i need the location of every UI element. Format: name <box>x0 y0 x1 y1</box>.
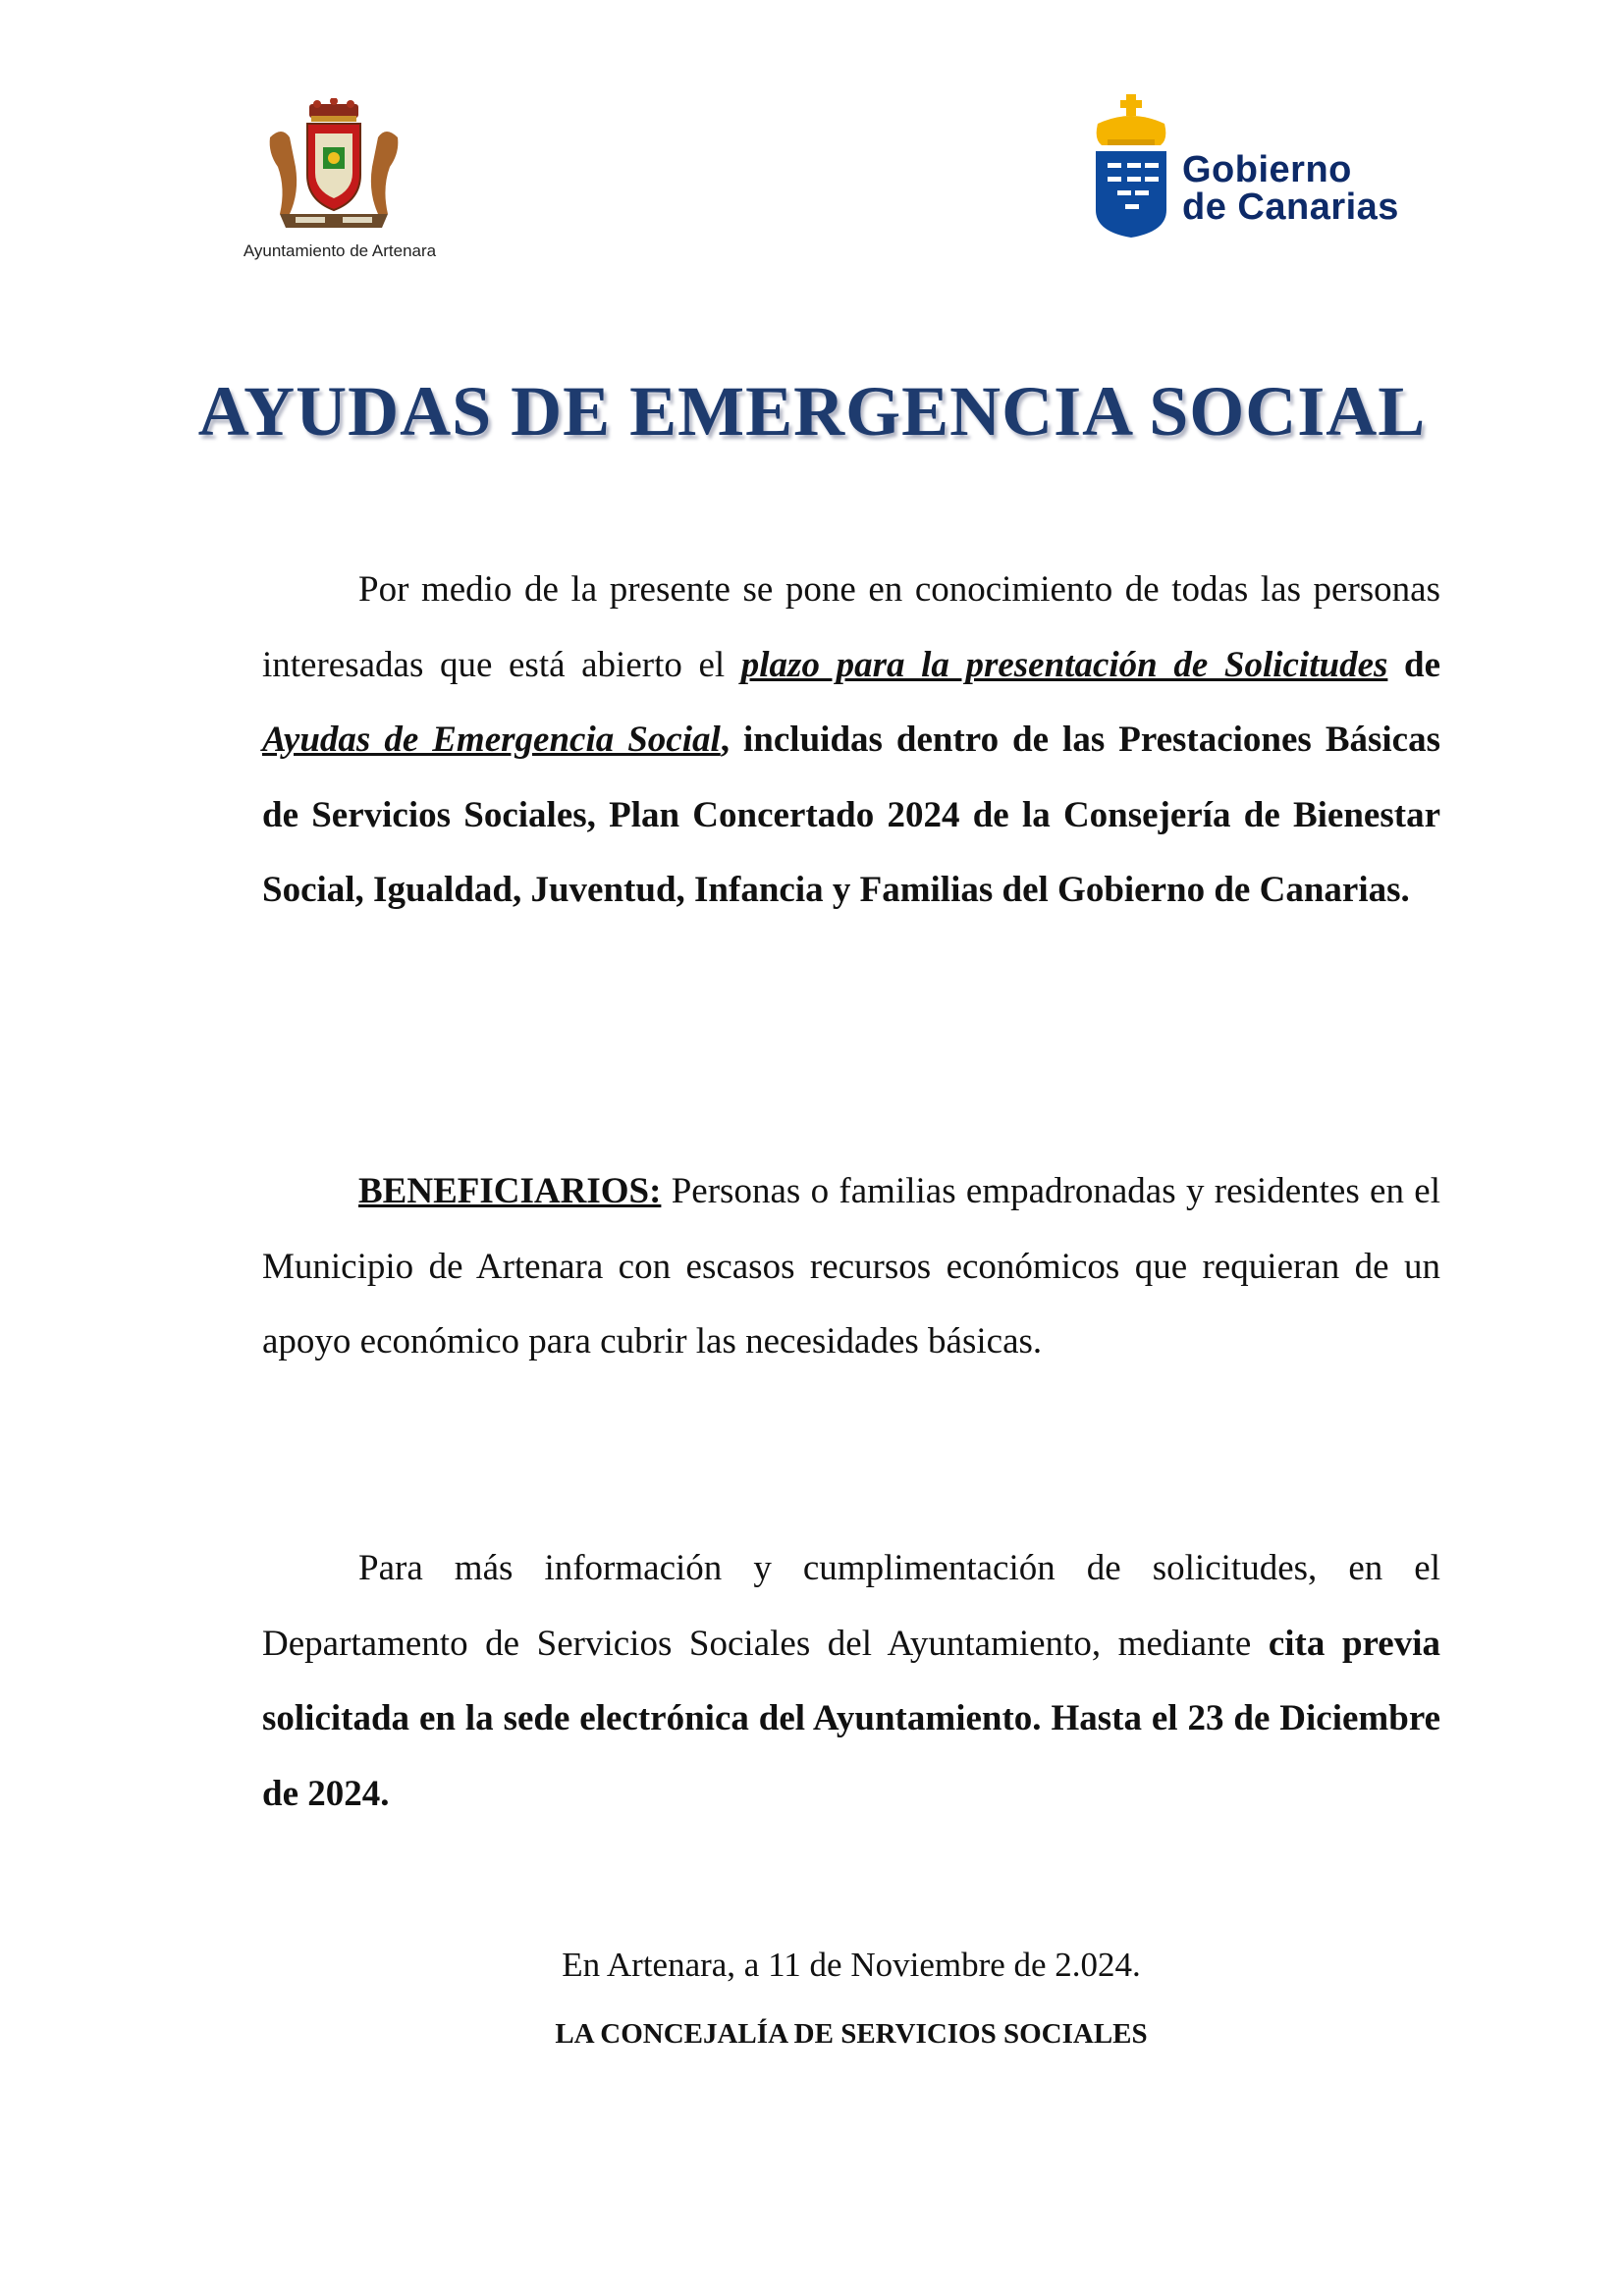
gobierno-de-canarias-wordmark: Gobierno de Canarias <box>1182 149 1399 228</box>
paragraph-announcement <box>262 553 1440 929</box>
announcement-intro: Por medio de la presente se pone en conocimiento de todas las personas interesadas que está abierto el <box>262 569 1440 685</box>
signature: LA CONCEJALÍA DE SERVICIOS SOCIALES <box>555 2018 1148 2050</box>
artenara-coat-of-arms-logo <box>226 98 442 261</box>
beneficiaries-label: BENEFICIARIOS: <box>358 1171 662 1211</box>
program-scope: , incluidas dentro de las Prestaciones Básicas de Servicios Sociales, Plan Concertado 2024 de la Consejería de Bienestar Social, Igualdad, Juventud, Infancia y Familias del Gobierno de Canarias. <box>262 720 1440 910</box>
gobierno-de-canarias-logo <box>1090 94 1414 241</box>
appointment-deadline: cita previa solicitada en la sede electrónica del Ayuntamiento. Hasta el 23 de Diciembre de 2024. <box>262 1623 1440 1814</box>
connector-de: de <box>1387 644 1441 685</box>
logo-caption: Ayuntamiento de Artenara <box>243 241 437 260</box>
deadline-phrase: plazo para la presentación de Solicitudes <box>740 644 1388 685</box>
canarias-crown-shield-icon <box>1090 94 1178 241</box>
information-text: Para más información y cumplimentación de solicitudes, en el Departamento de Servicios Sociales del Ayuntamiento, mediante <box>262 1548 1440 1664</box>
paragraph-beneficiaries <box>262 1154 1440 1380</box>
date-line: En Artenara, a 11 de Noviembre de 2.024. <box>562 1946 1141 1984</box>
coat-of-arms-icon <box>260 98 407 236</box>
beneficiaries-text: Personas o familias empadronadas y residentes en el Municipio de Artenara con escasos recursos económicos que requieran de un apoyo económico para cubrir las necesidades básicas. <box>262 1171 1440 1362</box>
paragraph-information <box>262 1531 1440 1832</box>
page-title: AYUDAS DE EMERGENCIA SOCIAL <box>197 372 1427 451</box>
program-name: Ayudas de Emergencia Social <box>262 720 721 760</box>
